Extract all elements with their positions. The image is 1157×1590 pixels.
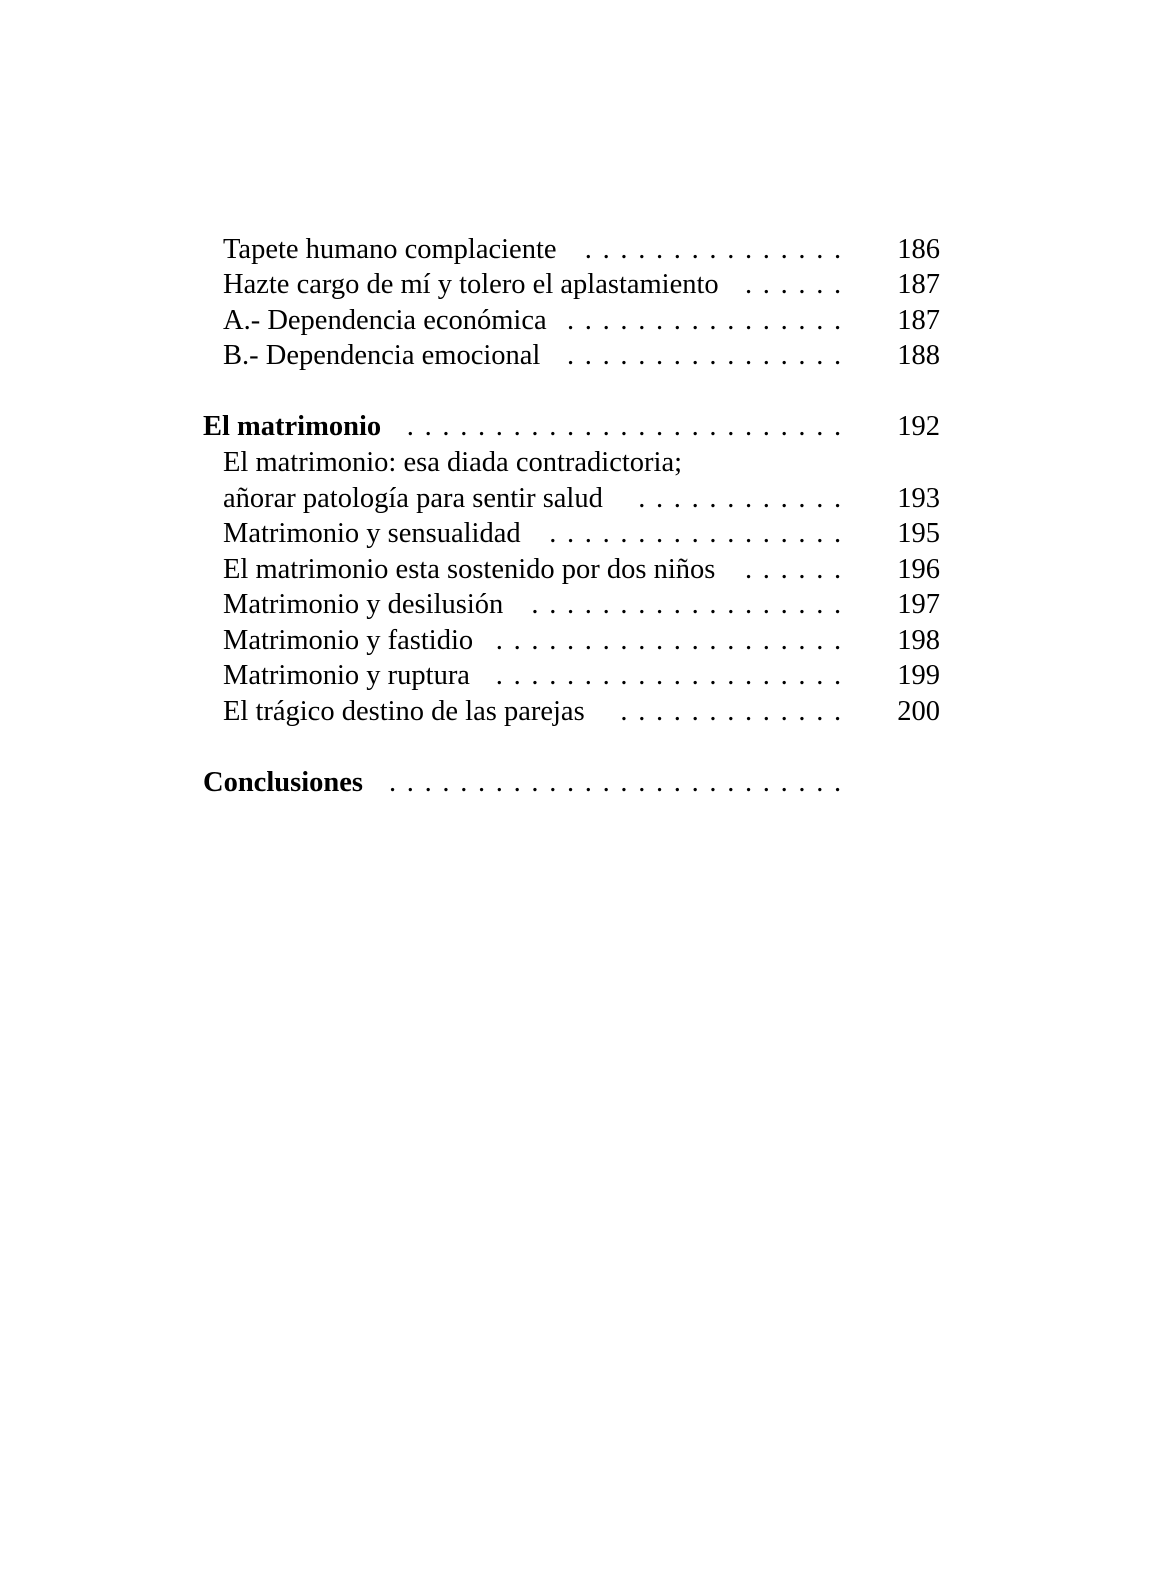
leader-dot: . <box>709 696 717 727</box>
leader-dot: . <box>745 767 753 798</box>
leader-dot: . <box>656 518 664 549</box>
leader-dot: . <box>834 696 842 727</box>
leader-dot: . <box>567 589 575 620</box>
leader-dot: . <box>513 625 521 656</box>
leader-dot: . <box>691 660 699 691</box>
leader-dot: . <box>727 340 735 371</box>
leader-dot: . <box>567 767 575 798</box>
leader-dot: . <box>816 696 824 727</box>
leader-dot: . <box>834 660 842 691</box>
leader-dot: . <box>531 660 539 691</box>
leader-dot: . <box>638 767 646 798</box>
leader-dot: . <box>584 767 592 798</box>
leader-dot: . <box>656 234 664 265</box>
leader-dot: . <box>691 411 699 442</box>
leader-dot: . <box>834 411 842 442</box>
leader-dot: . <box>816 767 824 798</box>
leader-dot: . <box>620 411 628 442</box>
leader-dot: . <box>478 767 486 798</box>
leader-dot: . <box>798 269 806 300</box>
leader-dot: . <box>780 234 788 265</box>
leader-dot: . <box>762 767 770 798</box>
leader-dot: . <box>691 696 699 727</box>
leader-dot: . <box>816 234 824 265</box>
leader-dot: . <box>745 660 753 691</box>
leader-dot: . <box>834 234 842 265</box>
leader-dot: . <box>584 589 592 620</box>
toc-page-number: 188 <box>897 340 940 371</box>
leader-dot: . <box>798 696 806 727</box>
leader-dot: . <box>798 305 806 336</box>
leader-dot: . <box>780 483 788 514</box>
leader-dot: . <box>513 660 521 691</box>
leader-dot: . <box>816 589 824 620</box>
leader-dot: . <box>549 411 557 442</box>
toc-entry-title: B.- Dependencia emocional <box>223 340 541 371</box>
toc-page-number: 186 <box>897 234 940 265</box>
leader-dot: . <box>834 767 842 798</box>
leader-dot: . <box>478 411 486 442</box>
leader-dot: . <box>567 411 575 442</box>
leader-dot: . <box>638 696 646 727</box>
leader-dot: . <box>584 660 592 691</box>
leader-dot: . <box>584 625 592 656</box>
leader-dot: . <box>709 767 717 798</box>
leader-dot: . <box>727 696 735 727</box>
leader-dot: . <box>638 234 646 265</box>
leader-dot: . <box>638 518 646 549</box>
leader-dot: . <box>656 660 664 691</box>
leader-dot: . <box>513 767 521 798</box>
leader-dot: . <box>638 625 646 656</box>
leader-dot: . <box>389 767 397 798</box>
leader-dot: . <box>780 554 788 585</box>
leader-dot: . <box>602 625 610 656</box>
leader-dot: . <box>567 305 575 336</box>
leader-dot: . <box>709 625 717 656</box>
leader-dot: . <box>709 483 717 514</box>
leader-dot: . <box>798 234 806 265</box>
toc-entry-title: Matrimonio y ruptura <box>223 660 470 691</box>
leader-dot: . <box>673 483 681 514</box>
leader-dot: . <box>798 660 806 691</box>
leader-dot: . <box>584 340 592 371</box>
leader-dot: . <box>531 589 539 620</box>
toc-page-number: 187 <box>897 305 940 336</box>
leader-dot: . <box>745 554 753 585</box>
leader-dot: . <box>816 554 824 585</box>
leader-dot: . <box>762 234 770 265</box>
leader-dot: . <box>691 518 699 549</box>
leader-dot: . <box>584 305 592 336</box>
leader-dot: . <box>691 305 699 336</box>
toc-entry-title: El matrimonio <box>203 411 382 442</box>
leader-dot: . <box>602 411 610 442</box>
leader-dot: . <box>834 625 842 656</box>
leader-dot: . <box>620 518 628 549</box>
leader-dot: . <box>531 767 539 798</box>
leader-dot: . <box>673 660 681 691</box>
leader-dot: . <box>691 589 699 620</box>
leader-dot: . <box>602 234 610 265</box>
leader-dot: . <box>656 696 664 727</box>
leader-dot: . <box>531 411 539 442</box>
leader-dot: . <box>816 340 824 371</box>
toc-entry-title: Tapete humano complaciente <box>223 234 557 265</box>
leader-dot: . <box>567 340 575 371</box>
leader-dot: . <box>798 518 806 549</box>
leader-dot: . <box>834 269 842 300</box>
leader-dot: . <box>709 660 717 691</box>
leader-dot: . <box>673 589 681 620</box>
leader-dot: . <box>709 518 717 549</box>
leader-dot: . <box>780 411 788 442</box>
leader-dot: . <box>673 411 681 442</box>
leader-dot: . <box>602 305 610 336</box>
leader-dot: . <box>656 340 664 371</box>
leader-dot: . <box>762 554 770 585</box>
leader-dot: . <box>762 340 770 371</box>
leader-dot: . <box>638 589 646 620</box>
leader-dot: . <box>745 411 753 442</box>
toc-entry-title: El trágico destino de las parejas <box>223 696 585 727</box>
leader-dot: . <box>495 625 503 656</box>
leader-dot: . <box>780 696 788 727</box>
leader-dot: . <box>620 234 628 265</box>
leader-dot: . <box>620 625 628 656</box>
leader-dot: . <box>495 411 503 442</box>
leader-dot: . <box>691 234 699 265</box>
leader-dot: . <box>638 305 646 336</box>
leader-dot: . <box>691 767 699 798</box>
leader-dot: . <box>780 269 788 300</box>
leader-dot: . <box>762 305 770 336</box>
leader-dot: . <box>727 660 735 691</box>
leader-dot: . <box>567 518 575 549</box>
leader-dot: . <box>745 589 753 620</box>
leader-dot: . <box>460 767 468 798</box>
leader-dot: . <box>495 767 503 798</box>
leader-dot: . <box>620 340 628 371</box>
leader-dot: . <box>834 554 842 585</box>
leader-dot: . <box>549 518 557 549</box>
leader-dot: . <box>762 660 770 691</box>
leader-dot: . <box>442 767 450 798</box>
leader-dot: . <box>727 305 735 336</box>
leader-dot: . <box>816 518 824 549</box>
leader-dot: . <box>834 340 842 371</box>
leader-dot: . <box>727 483 735 514</box>
leader-dot: . <box>424 767 432 798</box>
leader-dot: . <box>727 625 735 656</box>
leader-dot: . <box>549 660 557 691</box>
leader-dot: . <box>442 411 450 442</box>
leader-dot: . <box>727 234 735 265</box>
leader-dot: . <box>762 589 770 620</box>
leader-dot: . <box>745 340 753 371</box>
leader-dot: . <box>673 234 681 265</box>
leader-dot: . <box>709 340 717 371</box>
leader-dot: . <box>620 767 628 798</box>
leader-dot: . <box>834 589 842 620</box>
leader-dot: . <box>638 411 646 442</box>
leader-dot: . <box>567 660 575 691</box>
leader-dot: . <box>691 483 699 514</box>
leader-dot: . <box>745 269 753 300</box>
leader-dot: . <box>602 589 610 620</box>
toc-page-number: 187 <box>897 269 940 300</box>
leader-dot: . <box>709 411 717 442</box>
leader-dot: . <box>798 411 806 442</box>
leader-dot: . <box>816 269 824 300</box>
leader-dot: . <box>602 518 610 549</box>
leader-dot: . <box>656 625 664 656</box>
leader-dot: . <box>780 518 788 549</box>
leader-dot: . <box>460 411 468 442</box>
leader-dot: . <box>816 305 824 336</box>
leader-dot: . <box>816 411 824 442</box>
leader-dot: . <box>673 767 681 798</box>
leader-dot: . <box>584 234 592 265</box>
toc-entry-title: Conclusiones <box>203 767 363 798</box>
leader-dot: . <box>531 625 539 656</box>
leader-dot: . <box>745 625 753 656</box>
leader-dot: . <box>762 483 770 514</box>
toc-entry-title: Hazte cargo de mí y tolero el aplastamiento <box>223 269 719 300</box>
toc-page-number: 196 <box>897 554 940 585</box>
toc-entry-title: El matrimonio: esa diada contradictoria; <box>223 447 683 478</box>
leader-dot: . <box>798 589 806 620</box>
leader-dot: . <box>638 483 646 514</box>
leader-dot: . <box>798 340 806 371</box>
leader-dot: . <box>602 660 610 691</box>
leader-dot: . <box>691 625 699 656</box>
leader-dot: . <box>816 625 824 656</box>
leader-dot: . <box>656 305 664 336</box>
leader-dot: . <box>656 483 664 514</box>
toc-entry-title: Matrimonio y fastidio <box>223 625 474 656</box>
toc-page-number: 193 <box>897 483 940 514</box>
toc-page-number: 200 <box>897 696 940 727</box>
leader-dot: . <box>727 767 735 798</box>
leader-dot: . <box>709 589 717 620</box>
leader-dot: . <box>780 660 788 691</box>
leader-dot: . <box>602 767 610 798</box>
leader-dot: . <box>620 589 628 620</box>
leader-dot: . <box>673 340 681 371</box>
leader-dot: . <box>406 767 414 798</box>
leader-dot: . <box>495 660 503 691</box>
toc-entry-title: Matrimonio y sensualidad <box>223 518 521 549</box>
toc-page-number: 198 <box>897 625 940 656</box>
leader-dot: . <box>549 767 557 798</box>
leader-dot: . <box>549 589 557 620</box>
leader-dot: . <box>549 625 557 656</box>
leader-dot: . <box>673 518 681 549</box>
toc-page-number: 195 <box>897 518 940 549</box>
leader-dot: . <box>762 625 770 656</box>
leader-dot: . <box>745 696 753 727</box>
leader-dot: . <box>727 411 735 442</box>
toc-page-number: 192 <box>897 411 940 442</box>
toc-entry-title: Matrimonio y desilusión <box>223 589 504 620</box>
leader-dot: . <box>656 767 664 798</box>
leader-dot: . <box>834 518 842 549</box>
leader-dot: . <box>656 411 664 442</box>
leader-dot: . <box>567 625 575 656</box>
leader-dot: . <box>673 305 681 336</box>
leader-dot: . <box>762 269 770 300</box>
leader-dot: . <box>424 411 432 442</box>
leader-dot: . <box>780 340 788 371</box>
leader-dot: . <box>762 518 770 549</box>
leader-dot: . <box>816 483 824 514</box>
leader-dot: . <box>798 483 806 514</box>
leader-dot: . <box>620 696 628 727</box>
leader-dot: . <box>691 340 699 371</box>
leader-dot: . <box>834 483 842 514</box>
leader-dot: . <box>584 518 592 549</box>
leader-dot: . <box>406 411 414 442</box>
toc-page-number: 199 <box>897 660 940 691</box>
leader-dot: . <box>798 554 806 585</box>
leader-dot: . <box>638 340 646 371</box>
leader-dot: . <box>780 625 788 656</box>
toc-entry-title: A.- Dependencia económica <box>223 305 547 336</box>
toc-entry-title: añorar patología para sentir salud <box>223 483 603 514</box>
leader-dot: . <box>709 305 717 336</box>
toc-entry-title: El matrimonio esta sostenido por dos niños <box>223 554 716 585</box>
leader-dot: . <box>656 589 664 620</box>
leader-dot: . <box>816 660 824 691</box>
leader-dot: . <box>745 305 753 336</box>
leader-dot: . <box>673 625 681 656</box>
leader-dot: . <box>638 660 646 691</box>
leader-dot: . <box>780 589 788 620</box>
leader-dot: . <box>620 660 628 691</box>
leader-dot: . <box>762 696 770 727</box>
leader-dot: . <box>584 411 592 442</box>
leader-dot: . <box>745 234 753 265</box>
leader-dot: . <box>620 305 628 336</box>
leader-dot: . <box>798 625 806 656</box>
leader-dot: . <box>709 234 717 265</box>
leader-dot: . <box>745 518 753 549</box>
leader-dot: . <box>673 696 681 727</box>
leader-dot: . <box>727 589 735 620</box>
leader-dot: . <box>745 483 753 514</box>
leader-dot: . <box>513 411 521 442</box>
leader-dot: . <box>834 305 842 336</box>
leader-dot: . <box>780 305 788 336</box>
leader-dot: . <box>798 767 806 798</box>
leader-dot: . <box>727 518 735 549</box>
leader-dot: . <box>762 411 770 442</box>
leader-dot: . <box>780 767 788 798</box>
leader-dot: . <box>602 340 610 371</box>
toc-page-number: 197 <box>897 589 940 620</box>
